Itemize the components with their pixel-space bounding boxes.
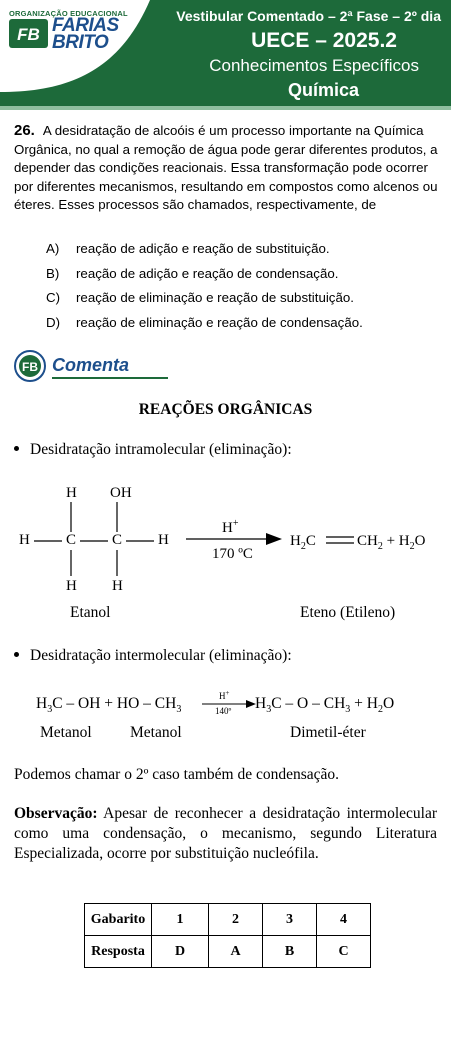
table-cell: 4 — [317, 904, 371, 936]
atom-h-bottom1: H — [66, 578, 77, 594]
table-row — [85, 904, 371, 936]
label-etanol: Etanol — [70, 604, 111, 621]
table-cell: D — [152, 936, 209, 968]
atom-h-top1: H — [66, 485, 77, 501]
observation-paragraph — [14, 804, 437, 864]
table-cell: B — [263, 936, 317, 968]
atom-oh: OH — [110, 485, 132, 501]
table-cell: 1 — [152, 904, 209, 936]
question-stem: A desidratação de alcoóis é um processo importante na Química Orgânica, no qual a remoção de água pode gerar diferentes produtos, a depender das condições reacionais. Essa transformação pode ocorrer por diferentes mecanismos, resultando em compostos como alcenos ou éteres. Esses processos são chamados, respectivamente, de — [14, 123, 438, 212]
temperature-2: 140º — [215, 706, 232, 716]
svg-text:FB: FB — [22, 360, 38, 374]
table-header-gabarito: Gabarito — [85, 904, 152, 936]
exam-section: Conhecimentos Específicos — [209, 56, 419, 75]
bullet-dot-icon — [14, 652, 19, 657]
atom-c2: C — [112, 532, 123, 548]
fb-badge-icon — [14, 350, 46, 382]
reaction2-products: $H_3C - O - CH_3 + H_2O$ — [255, 695, 395, 716]
label-eteno: Eteno (Etileno) — [300, 604, 396, 621]
options-list — [46, 241, 363, 339]
atom-h-right: H — [158, 532, 169, 548]
logo-word-brito: BRITO — [52, 32, 109, 53]
product-ch2-right: $CH_2 + H_2O$ — [357, 533, 426, 552]
table-row — [85, 936, 371, 968]
table-cell: C — [317, 936, 371, 968]
farias-brito-logo-icon — [9, 19, 48, 48]
page-header — [0, 0, 451, 117]
question-number: 26. — [14, 122, 35, 139]
atom-h-bottom2: H — [112, 578, 123, 594]
observation-label: Observação: — [14, 805, 98, 822]
logo-word-farias: FARIAS — [52, 15, 119, 36]
catalyst-2: H+ — [219, 689, 230, 701]
label-metanol-1: Metanol — [40, 724, 92, 741]
atom-c1: C — [66, 532, 77, 548]
table-cell: 2 — [209, 904, 263, 936]
reaction2-reactants: $H_3C$ – OH + HO – $CH_3$ — [36, 695, 182, 716]
svg-text:FB: FB — [17, 25, 40, 44]
question-text — [14, 122, 439, 215]
option-b: B) reação de adição e reação de condensação. — [46, 265, 339, 281]
table-cell: 3 — [263, 904, 317, 936]
exam-title: UECE – 2025.2 — [251, 29, 397, 52]
bullet-dot-icon — [14, 446, 19, 451]
bullet-intermolecular: Desidratação intermolecular (eliminação): — [14, 647, 292, 665]
comment-underline — [52, 377, 168, 379]
bullet-intramolecular: Desidratação intramolecular (eliminação): — [14, 441, 292, 459]
exam-subtitle: Vestibular Comentado – 2ª Fase – 2º dia — [176, 8, 441, 24]
comment-label: Comenta — [52, 355, 130, 375]
note-condensation: Podemos chamar o 2º caso também de condensação. — [14, 766, 340, 783]
observation-text: Apesar de reconhecer a desidratação intermolecular como uma condensação, o mecanismo, segundo Literatura Especializada, ocorre por substituição nucleófila. — [14, 805, 437, 862]
option-a: A) reação de adição e reação de substituição. — [46, 241, 330, 256]
catalyst-1: H+ — [222, 518, 239, 536]
org-label: ORGANIZAÇÃO EDUCACIONAL — [9, 9, 128, 18]
option-c: C) reação de eliminação e reação de substituição. — [46, 290, 354, 305]
exam-subject: Química — [287, 80, 359, 100]
temperature-1: 170 ºC — [212, 546, 253, 562]
product-ch2-left: $H_2C$ — [290, 533, 316, 552]
comment-header — [14, 350, 164, 380]
answer-table — [84, 903, 371, 968]
option-d: D) reação de eliminação e reação de condensação. — [46, 314, 363, 330]
label-dimetil-eter: Dimetil-éter — [290, 724, 366, 741]
table-header-resposta: Resposta — [85, 936, 152, 968]
table-cell: A — [209, 936, 263, 968]
atom-h-left: H — [19, 532, 30, 548]
label-metanol-2: Metanol — [130, 724, 182, 741]
section-title: REAÇÕES ORGÂNICAS — [138, 401, 313, 418]
